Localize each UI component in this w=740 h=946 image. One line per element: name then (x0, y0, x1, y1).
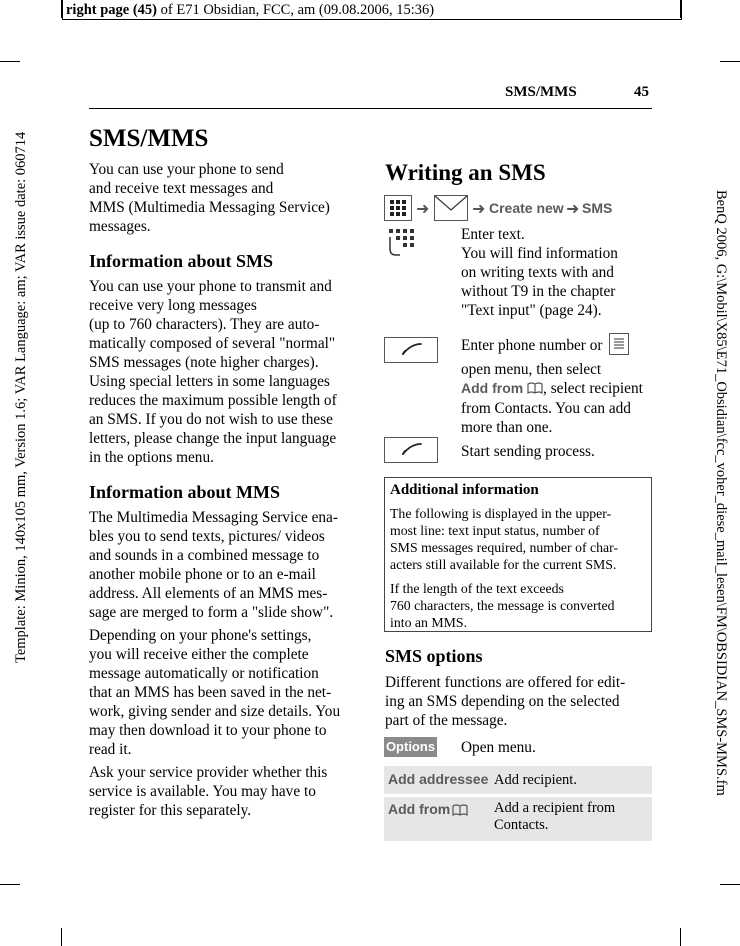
left-column (89, 160, 355, 820)
sms-info-heading: Information about SMS (89, 251, 274, 271)
menu-grid-icon (384, 195, 412, 226)
option-row[interactable] (384, 766, 652, 794)
option-add-from[interactable]: Add from (388, 801, 451, 817)
text-line (461, 379, 651, 399)
header-rule (89, 108, 652, 109)
additional-info-box (384, 477, 652, 632)
text-line (461, 333, 651, 360)
text-line: reduces the maximum possible length of (89, 392, 337, 409)
text-line: You can use your phone to transmit and (89, 278, 332, 295)
text-line: Enter text. (461, 226, 525, 243)
text-line: ing an SMS depending on the selected (385, 693, 620, 710)
option-desc (494, 800, 615, 834)
text-line: SMS messages (note higher charges). (89, 354, 319, 371)
arrow-right-icon: ➜ (416, 201, 430, 218)
call-key-icon (384, 337, 438, 363)
option-add-addressee[interactable]: Add addressee (388, 771, 489, 787)
text-line: service is available. You may have to (89, 783, 316, 800)
text-line: matically composed of several "normal" (89, 335, 336, 352)
text-line: sage are merged to form a "slide show". (89, 604, 334, 621)
menu-sms[interactable]: SMS (582, 200, 613, 216)
page-title: SMS/MMS (89, 125, 209, 152)
side-file-path: BenQ 2006, G:\Mobil\X85\E71_Obsidian\fcc_voher_diese_mail_lesen\FM\OBSIDIAN_SMS-MMS.fm (713, 190, 729, 796)
intro-paragraph (89, 160, 355, 236)
text-line: Using special letters in some languages (89, 373, 330, 390)
text-line: and sounds in a combined message to (89, 547, 320, 564)
text-line: you will receive either the complete (89, 646, 309, 663)
sms-options-heading: SMS options (385, 646, 483, 666)
text-line: an SMS. If you do not wish to use these (89, 411, 333, 428)
step-text: Enter phone number or (461, 337, 603, 355)
options-softkey[interactable]: Options (384, 737, 437, 757)
writing-sms-heading: Writing an SMS (385, 160, 546, 185)
info-paragraph (390, 580, 646, 631)
side-template-info: Template: Minion, 140x105 mm, Version 1.6; VAR Language: am; VAR issue date: 060714 (13, 131, 29, 663)
text-line: If the length of the text exceeds (390, 581, 564, 596)
mms-download-paragraph (89, 626, 355, 759)
arrow-right-icon: ➜ (566, 201, 580, 218)
text-line: may then download it to your phone to (89, 722, 327, 739)
option-row[interactable] (384, 797, 652, 841)
add-from-option[interactable]: Add from (461, 380, 524, 396)
crop-mark (720, 884, 740, 885)
text-line: part of the message. (385, 712, 508, 729)
contacts-list-icon[interactable] (609, 333, 629, 360)
text-line: MMS (Multimedia Messaging Service) (89, 199, 330, 216)
text-line: messages. (89, 218, 151, 235)
text-line: register for this separately. (89, 802, 252, 819)
text-line: and receive text messages and (89, 180, 274, 197)
text-line: receive very long messages (89, 297, 257, 314)
text-line: most line: text input status, number of (390, 523, 600, 538)
menu-create-new[interactable]: Create new (489, 200, 564, 216)
text-line: letters, please change the input language (89, 430, 337, 447)
text-line: acters still available for the current SMS. (390, 557, 617, 572)
header-section: SMS/MMS (505, 84, 577, 100)
text-line: The Multimedia Messaging Service ena- (89, 509, 338, 526)
text-line: Add a recipient from (494, 800, 616, 816)
call-key-icon (384, 437, 438, 463)
printer-page: right page (45) (66, 2, 158, 18)
info-paragraph (390, 505, 646, 573)
mms-info-heading: Information about MMS (89, 482, 281, 502)
step-text: , select recipient (543, 380, 643, 397)
text-line: You will find information (461, 245, 618, 262)
keypad-icon (386, 227, 416, 262)
text-line: into an MMS. (390, 615, 468, 630)
step-enter-number (461, 333, 651, 437)
printer-info (66, 1, 434, 20)
text-line: message automatically or notification (89, 665, 319, 682)
book-icon (527, 380, 543, 399)
text-line: from Contacts. You can add (461, 399, 631, 417)
text-line: Contacts. (494, 817, 549, 833)
option-desc: Add recipient. (494, 772, 577, 788)
step-enter-text (461, 225, 651, 320)
text-line: work, giving sender and size details. You (89, 703, 341, 720)
printer-rest: of E71 Obsidian, FCC, am (09.08.2006, 15:36) (157, 2, 435, 18)
text-line: without T9 in the chapter (461, 283, 616, 300)
text-line: Different functions are offered for edit- (385, 674, 626, 691)
text-line: You can use your phone to send (89, 161, 284, 178)
step-send: Start sending process. (461, 443, 595, 460)
sms-info-paragraph (89, 277, 355, 467)
text-line: bles you to send texts, pictures/ videos (89, 528, 325, 545)
sms-options-paragraph (385, 673, 651, 730)
text-line: more than one. (461, 418, 553, 436)
text-line: "Text input" (page 24). (461, 302, 602, 319)
text-line: Depending on your phone's settings, (89, 627, 312, 644)
text-line: in the options menu. (89, 449, 214, 466)
arrow-right-icon: ➜ (472, 201, 486, 218)
text-line: on writing texts with and (461, 264, 614, 281)
crop-mark (61, 928, 62, 946)
crop-mark (0, 884, 20, 885)
text-line: that an MMS has been saved in the net- (89, 684, 332, 701)
page-number: 45 (634, 84, 649, 100)
mms-info-paragraph (89, 508, 355, 622)
crop-mark (680, 928, 681, 946)
text-line: open menu, then select (461, 361, 602, 378)
text-line: another mobile phone or to an e-mail (89, 566, 316, 583)
provider-paragraph (89, 763, 355, 820)
text-line: address. All elements of an MMS mes- (89, 585, 328, 602)
text-line: read it. (89, 741, 132, 758)
crop-mark (0, 61, 20, 62)
book-icon (452, 803, 468, 821)
text-line: The following is displayed in the upper- (390, 506, 612, 521)
text-line: SMS messages required, number of char- (390, 540, 619, 555)
text-line: Ask your service provider whether this (89, 764, 328, 781)
text-line: (up to 760 characters). They are auto- (89, 316, 320, 333)
envelope-icon (434, 195, 468, 226)
info-box-title: Additional information (390, 482, 539, 498)
text-line: 760 characters, the message is converted (390, 598, 615, 613)
running-header (505, 84, 577, 101)
options-softkey-desc: Open menu. (461, 739, 536, 756)
crop-mark (720, 61, 740, 62)
